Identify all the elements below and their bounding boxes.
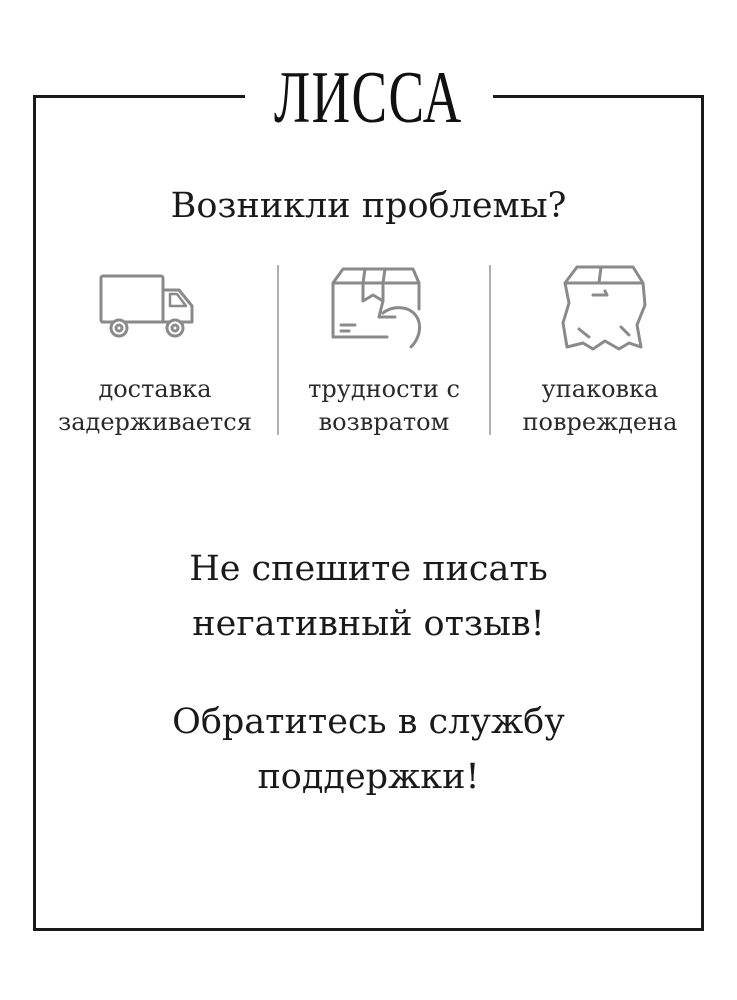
page-title: Возникли проблемы? — [170, 186, 567, 226]
message-line: негативный отзыв! — [192, 604, 545, 644]
caption-line: трудности с — [308, 375, 460, 403]
delivery-truck-icon — [97, 268, 197, 358]
caption-package-damaged — [495, 373, 705, 439]
warning-message — [0, 542, 737, 652]
caption-delivery-delayed — [45, 373, 265, 439]
brand-logo: ЛИССА — [273, 57, 463, 139]
caption-line: упаковка — [541, 375, 659, 403]
caption-return-difficulties — [280, 373, 488, 439]
box-return-icon — [327, 265, 427, 355]
frame-bottom-line — [33, 928, 704, 931]
column-divider-1 — [277, 265, 279, 435]
column-divider-2 — [489, 265, 491, 435]
caption-line: возвратом — [318, 408, 450, 436]
caption-line: задерживается — [58, 408, 252, 436]
caption-line: доставка — [98, 375, 212, 403]
message-line: Обратитесь в службу — [172, 702, 565, 742]
message-line: поддержки! — [257, 757, 480, 797]
message-line: Не спешите писать — [189, 549, 548, 589]
caption-line: повреждена — [522, 408, 678, 436]
support-message — [0, 695, 737, 805]
damaged-package-icon — [559, 263, 659, 353]
